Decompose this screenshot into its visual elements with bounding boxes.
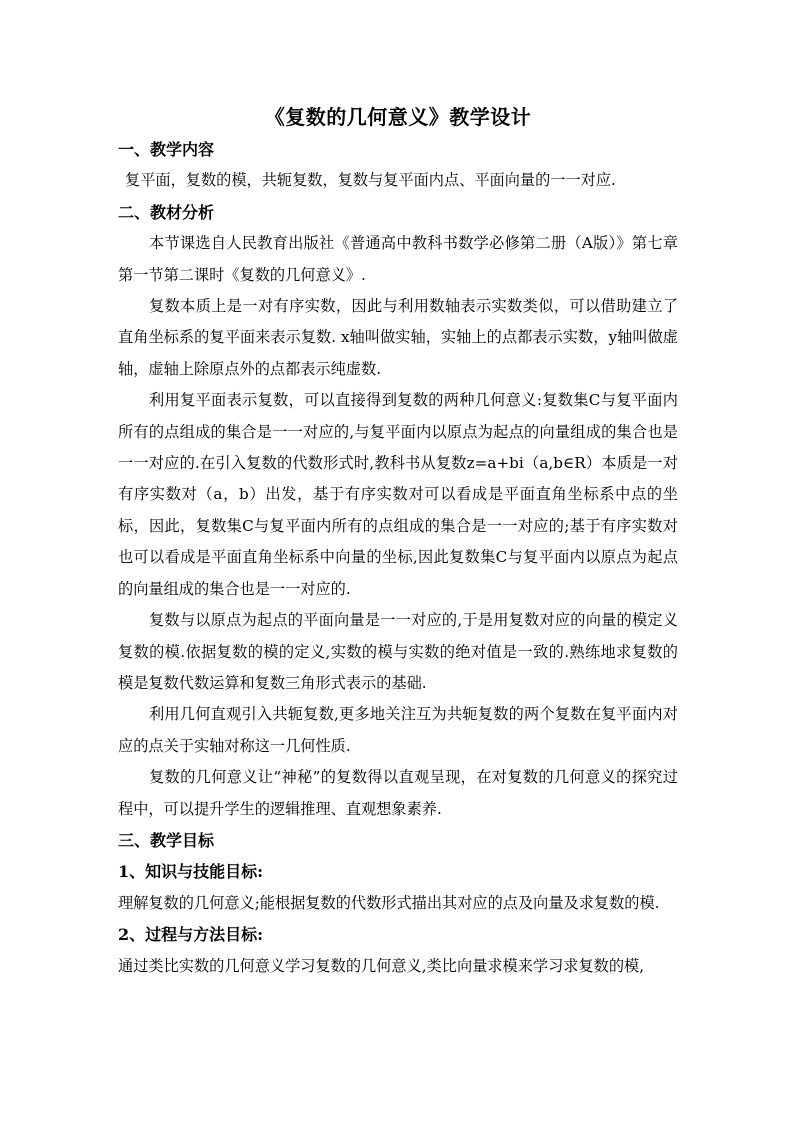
subheading-goal-1: 1、知识与技能目标: xyxy=(118,862,264,882)
paragraph-analysis-4: 复数与以原点为起点的平面向量是一一对应的,于是用复数对应的向量的模定义复数的模.依据复数的模的定义,实数的模与实数的绝对值是一致的.熟练地求复数的模是复数代数运算和复数三角形式表示的基础. xyxy=(118,611,678,692)
paragraph-analysis-6: 复数的几何意义让“神秘”的复数得以直观呈现，在对复数的几何意义的探究过程中，可以提升学生的逻辑推理、直观想象素养. xyxy=(118,768,678,818)
paragraph-goal-2: 通过类比实数的几何意义学习复数的几何意义,类比向量求模来学习求复数的模, xyxy=(118,956,645,975)
section-heading-analysis: 二、教材分析 xyxy=(118,202,215,222)
paragraph-analysis-3: 利用复平面表示复数，可以直接得到复数的两种几何意义:复数集C与复平面内所有的点组成的集合是一一对应的,与复平面内以原点为起点的向量组成的集合也是一一对应的.在引入复数的代数形式时,教科书从复数z=a+bi（a,b∈R）本质是一对有序实数对（a，b）出发，基于有序实数对可以看成是平面直角坐标系中点的坐标，因此，复数集C与复平面内所有的点组成的集合是一一对应的;基于有序实数对也可以看成是平面直角坐标系中向量的坐标,因此复数集C与复平面内以原点为起点的向量组成的集合也是一一对应的. xyxy=(118,391,678,598)
section-heading-content: 一、教学内容 xyxy=(118,140,215,159)
paragraph-content: 复平面，复数的模，共轭复数，复数与复平面内点、平面向量的一一对应. xyxy=(125,171,616,190)
section-heading-goals: 三、教学目标 xyxy=(118,830,215,850)
paragraph-analysis-1: 本节课选自人民教育出版社《普通高中教科书数学必修第二册（A版）》第七章第一节第二课时《复数的几何意义》. xyxy=(118,234,678,284)
paragraph-analysis-2: 复数本质上是一对有序实数，因此与利用数轴表示实数类似，可以借助建立了直角坐标系的复平面来表示复数. x轴叫做实轴，实轴上的点都表示实数，y轴叫做虚轴，虚轴上除原点外的点都表示纯虚数. xyxy=(118,297,678,378)
document-title: 《复数的几何意义》教学设计 xyxy=(264,105,532,129)
subheading-goal-2: 2、过程与方法目标: xyxy=(118,925,264,945)
paragraph-goal-1: 理解复数的几何意义;能根据复数的代数形式描出其对应的点及向量及求复数的模. xyxy=(118,893,660,912)
paragraph-analysis-5: 利用几何直观引入共轭复数,更多地关注互为共轭复数的两个复数在复平面内对应的点关于实轴对称这一几何性质. xyxy=(118,705,678,755)
document-page xyxy=(118,100,678,982)
